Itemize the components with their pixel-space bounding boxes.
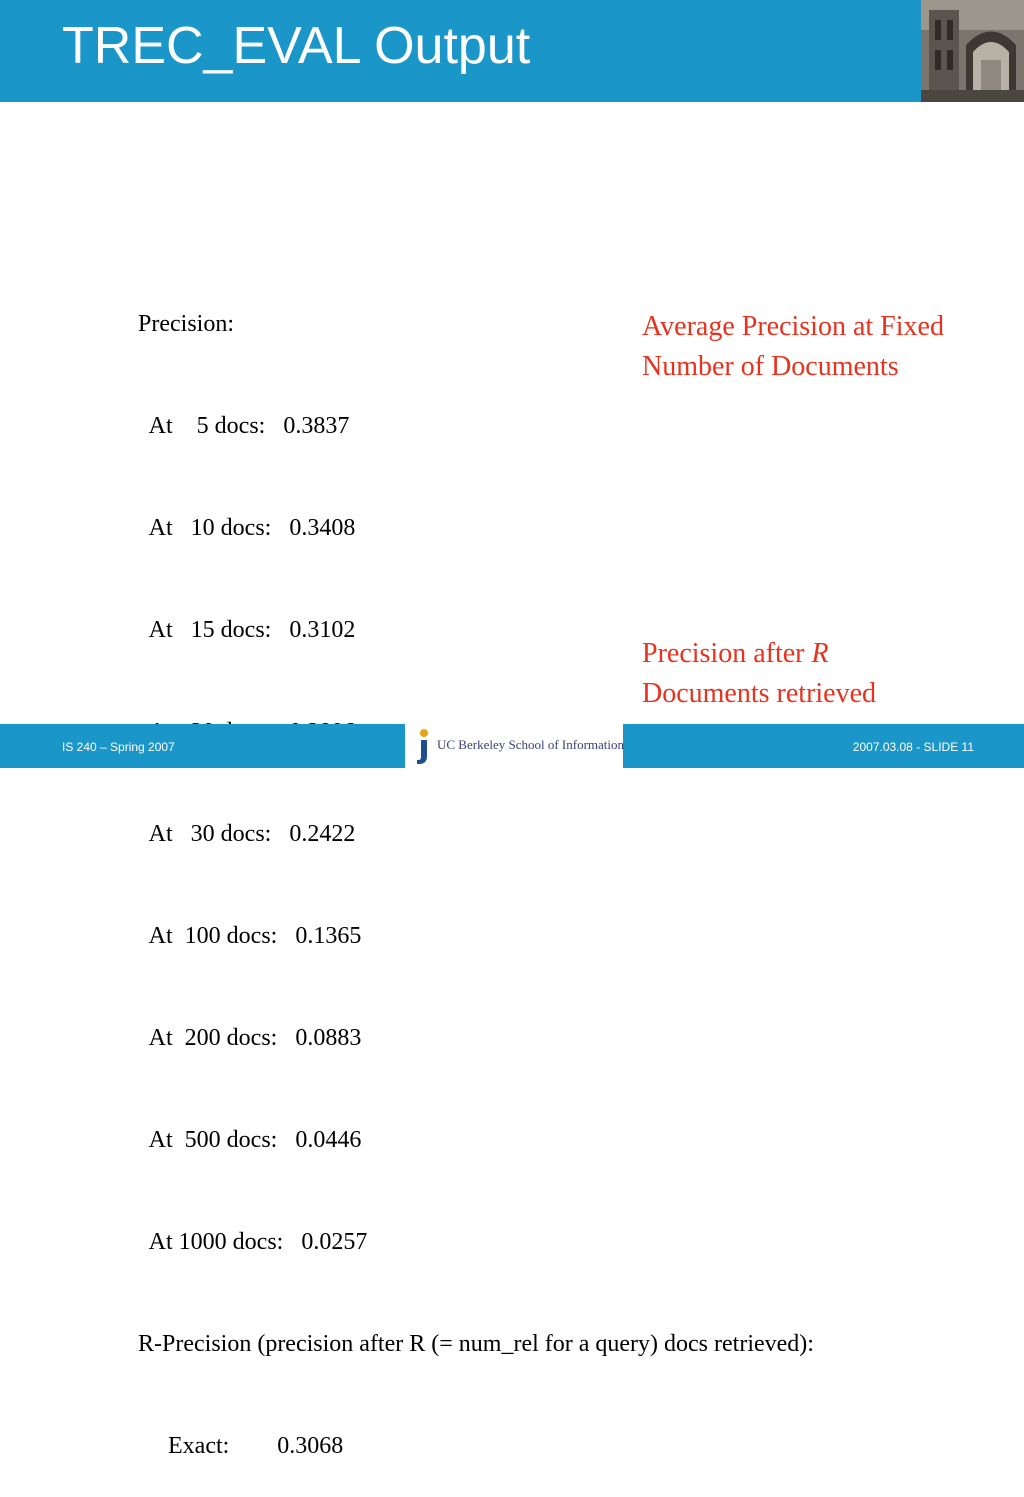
slide-title: TREC_EVAL Output xyxy=(62,17,531,75)
annotation-average-precision: Average Precision at Fixed Number of Documents xyxy=(642,311,944,382)
output-line-at-5: At 5 docs: 0.3837 xyxy=(138,413,350,439)
campus-building-photo-icon xyxy=(921,0,1024,102)
school-logo-text: UC Berkeley School of Information xyxy=(437,737,625,752)
output-line-r-precision: R-Precision (precision after R (= num_rel for a query) docs retrieved): xyxy=(138,1331,814,1357)
slide-number-label: 2007.03.08 - SLIDE 11 xyxy=(852,740,974,754)
output-line-at-1000: At 1000 docs: 0.0257 xyxy=(138,1229,368,1255)
output-line-at-200: At 200 docs: 0.0883 xyxy=(138,1025,362,1051)
slide-header xyxy=(0,0,1024,102)
annotation-r-precision-prefix: Precision after xyxy=(642,638,812,669)
course-label: IS 240 – Spring 2007 xyxy=(62,740,175,754)
annotation-r-precision-emphasis: R xyxy=(811,638,829,669)
output-line-at-10: At 10 docs: 0.3408 xyxy=(138,515,356,541)
output-line-at-30: At 30 docs: 0.2422 xyxy=(138,821,356,847)
output-line-at-500: At 500 docs: 0.0446 xyxy=(138,1127,362,1153)
annotation-r-precision-suffix: Documents retrieved xyxy=(642,678,877,709)
slide-footer xyxy=(0,724,1024,768)
output-line-at-15: At 15 docs: 0.3102 xyxy=(138,617,356,643)
annotation-r-precision xyxy=(642,634,972,714)
output-line-precision-heading: Precision: xyxy=(138,311,234,337)
school-logo xyxy=(405,724,623,768)
school-logo-mark-icon xyxy=(411,726,433,771)
output-line-at-100: At 100 docs: 0.1365 xyxy=(138,923,362,949)
trec-eval-output xyxy=(138,239,814,1497)
output-line-exact: Exact: 0.3068 xyxy=(138,1433,344,1459)
